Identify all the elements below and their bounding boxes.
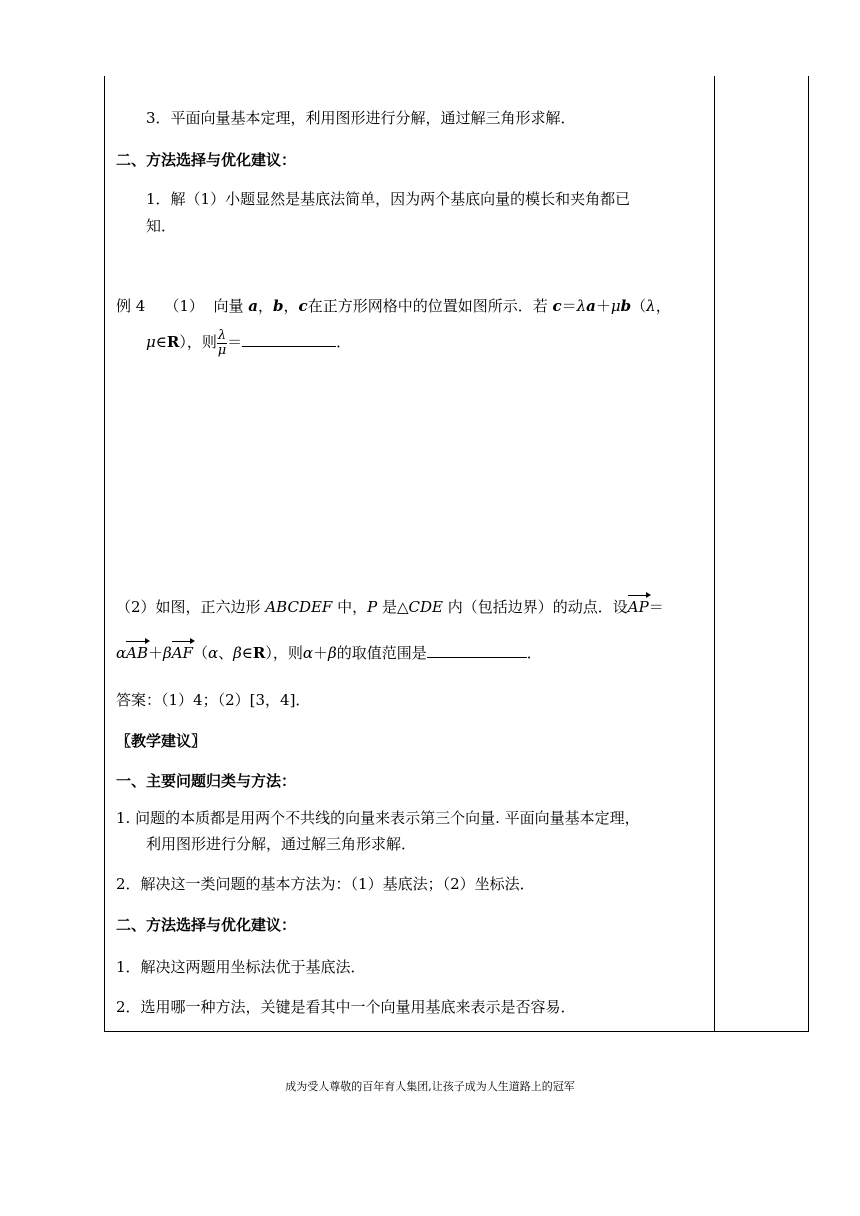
text: ∈ bbox=[155, 333, 167, 351]
page-footer: 成为受人尊敬的百年育人集团,让孩子成为人生道路上的冠军 bbox=[285, 1080, 575, 1093]
example-4-part-2-line-1 bbox=[116, 597, 664, 617]
vector-ab: AB bbox=[126, 644, 148, 662]
vector-b: b bbox=[620, 297, 632, 315]
point-p: P bbox=[367, 598, 378, 616]
lambda: λ bbox=[646, 297, 656, 315]
item-1-line-2: 知． bbox=[146, 217, 177, 235]
teaching-point-3: 1．解决这两题用坐标法优于基底法． bbox=[116, 958, 366, 976]
vector-c: c bbox=[298, 297, 308, 315]
section-heading-methods: 二、方法选择与优化建议： bbox=[116, 151, 297, 169]
beta: β bbox=[328, 644, 337, 662]
vector-a: a bbox=[248, 297, 259, 315]
beta: β bbox=[233, 644, 242, 662]
text: 是△ bbox=[382, 598, 409, 616]
text: ． bbox=[526, 644, 542, 662]
vector-ap: AP bbox=[627, 598, 649, 616]
text: ， bbox=[283, 297, 299, 315]
text: ＋ bbox=[595, 297, 611, 315]
real-set: R bbox=[166, 333, 180, 351]
teaching-suggestions-heading: 〖教学建议〗 bbox=[116, 732, 207, 750]
text: ＝ bbox=[227, 333, 243, 351]
beta: β bbox=[163, 644, 172, 662]
item-1-line-1: 1．解（1）小题显然是基底法简单，因为两个基底向量的模长和夹角都已 bbox=[146, 190, 631, 208]
item-3-text: 3．平面向量基本定理，利用图形进行分解，通过解三角形求解． bbox=[146, 109, 576, 127]
mu: μ bbox=[146, 333, 156, 351]
text: 中， bbox=[337, 598, 368, 616]
example-4-line-2 bbox=[146, 326, 351, 358]
lambda: λ bbox=[576, 297, 587, 315]
real-set: R bbox=[252, 644, 266, 662]
text: 的取值范围是 bbox=[336, 644, 427, 662]
answer-blank bbox=[427, 643, 527, 658]
vector-af: AF bbox=[171, 644, 193, 662]
text: （ bbox=[631, 297, 647, 315]
text: ， bbox=[258, 297, 274, 315]
teaching-point-4: 2．选用哪一种方法，关键是看其中一个向量用基底来表示是否容易． bbox=[116, 998, 576, 1016]
alpha: α bbox=[207, 644, 219, 662]
text: 内（包括边界）的动点．设 bbox=[447, 598, 628, 616]
part-1-number: （1） bbox=[164, 297, 204, 315]
text: 、 bbox=[218, 644, 234, 662]
text: （2）如图，正六边形 bbox=[116, 598, 261, 616]
hexagon-label: ABCDEF bbox=[265, 598, 333, 616]
text: ＋ bbox=[148, 644, 164, 662]
fraction-lambda-over-mu: $\frac{\lambda}{\mu}$ bbox=[217, 327, 227, 358]
text: ∈ bbox=[241, 644, 253, 662]
mu: μ bbox=[610, 297, 621, 315]
vector-b: b bbox=[273, 297, 284, 315]
example-4-part-2-line-2 bbox=[116, 643, 542, 663]
teaching-point-1-line-1: 1. 问题的本质都是用两个不共线的向量来表示第三个向量. 平面向量基本定理， bbox=[116, 809, 640, 827]
example-4-line-1 bbox=[116, 296, 671, 316]
example-label: 例 4 bbox=[116, 297, 146, 315]
text: 向量 bbox=[213, 297, 244, 315]
alpha: α bbox=[116, 644, 127, 662]
triangle-label: CDE bbox=[408, 598, 443, 616]
text: ），则 bbox=[265, 644, 303, 662]
text: ＝ bbox=[648, 598, 664, 616]
section-heading-problems: 一、主要问题归类与方法： bbox=[116, 772, 297, 790]
answer-line: 答案：（1）4；（2）[3，4]． bbox=[116, 691, 311, 709]
answer-blank bbox=[242, 332, 336, 347]
teaching-point-2: 2．解决这一类问题的基本方法为：（1）基底法；（2）坐标法． bbox=[116, 875, 535, 893]
table-column-divider bbox=[714, 76, 715, 1032]
alpha: α bbox=[302, 644, 314, 662]
vector-c: c bbox=[552, 297, 562, 315]
vector-a: a bbox=[586, 297, 596, 315]
text: ＋ bbox=[313, 644, 329, 662]
section-heading-methods-2: 二、方法选择与优化建议： bbox=[116, 916, 297, 934]
text: 在正方形网格中的位置如图所示．若 bbox=[307, 297, 548, 315]
teaching-point-1-line-2: 利用图形进行分解，通过解三角形求解． bbox=[146, 835, 417, 853]
text: ． bbox=[336, 333, 352, 351]
text: ， bbox=[655, 297, 671, 315]
text: ＝ bbox=[561, 297, 577, 315]
text: ），则 bbox=[179, 333, 217, 351]
text: （ bbox=[192, 644, 208, 662]
